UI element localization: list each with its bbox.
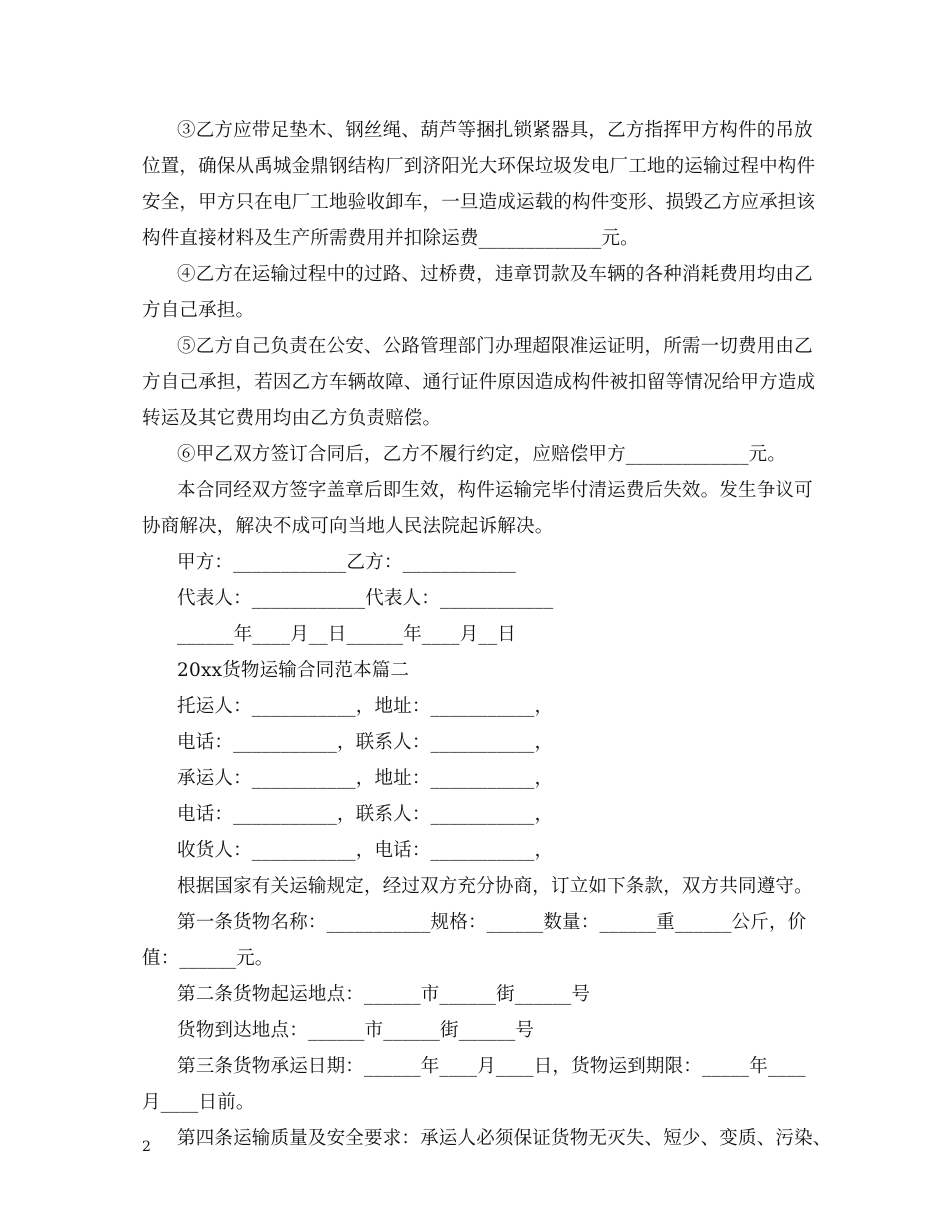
text-line: 本合同经双方签字盖章后即生效，构件运输完毕付清运费后失效。发生争议可 <box>177 480 813 501</box>
text-line: 月____日前。 <box>142 1092 255 1113</box>
text-line: 值：______元。 <box>142 948 274 969</box>
text-line: 协商解决，解决不成可向当地人民法院起诉解决。 <box>142 516 554 537</box>
text-line: 第三条货物承运日期：______年____月____日，货物运到期限：_____年____ <box>177 1056 806 1077</box>
text-line: ④乙方在运输过程中的过路、过桥费，违章罚款及车辆的各种消耗费用均由乙 <box>177 264 813 285</box>
text-line: 位置，确保从禹城金鼎钢结构厂到济阳光大环保垃圾发电厂工地的运输过程中构件 <box>142 156 816 177</box>
text-line: 方自己承担，若因乙方车辆故障、通行证件原因造成构件被扣留等情况给甲方造成 <box>142 372 816 393</box>
section-heading: 20xx货物运输合同范本篇二 <box>177 660 410 681</box>
text-line: ______年____月__日______年____月__日 <box>177 624 517 645</box>
text-line: 货物到达地点：______市______街______号 <box>177 1020 535 1041</box>
text-line: 代表人：____________代表人：____________ <box>177 588 554 609</box>
text-line: ⑤乙方自己负责在公安、公路管理部门办理超限准运证明，所需一切费用由乙 <box>177 336 813 357</box>
page-number: 2 <box>142 1139 151 1155</box>
text-line: 甲方：____________乙方：____________ <box>177 552 517 573</box>
text-line: 第四条运输质量及安全要求：承运人必须保证货物无灭失、短少、变质、污染、 <box>177 1128 832 1149</box>
text-line: 承运人：___________，地址：___________， <box>177 768 554 789</box>
text-line: 第二条货物起运地点：______市______街______号 <box>177 984 591 1005</box>
text-line: ③乙方应带足垫木、钢丝绳、葫芦等捆扎锁紧器具，乙方指挥甲方构件的吊放 <box>177 120 813 141</box>
text-line: ⑥甲乙双方签订合同后，乙方不履行约定，应赔偿甲方_____________元。 <box>177 444 787 465</box>
text-line: 构件直接材料及生产所需费用并扣除运费_____________元。 <box>142 228 639 249</box>
text-line: 电话：___________，联系人：___________， <box>177 732 554 753</box>
text-line: 方自己承担。 <box>142 300 255 321</box>
text-line: 托运人：___________，地址：___________， <box>177 696 554 717</box>
text-line: 根据国家有关运输规定，经过双方充分协商，订立如下条款，双方共同遵守。 <box>177 876 813 897</box>
text-line: 电话：___________，联系人：___________， <box>177 804 554 825</box>
text-line: 转运及其它费用均由乙方负责赔偿。 <box>142 408 442 429</box>
text-line: 安全，甲方只在电厂工地验收卸车，一旦造成运载的构件变形、损毁乙方应承担该 <box>142 192 816 213</box>
text-line: 收货人：___________，电话：___________， <box>177 840 554 861</box>
text-line: 第一条货物名称：___________规格：______数量：______重______公斤，价 <box>177 912 807 933</box>
